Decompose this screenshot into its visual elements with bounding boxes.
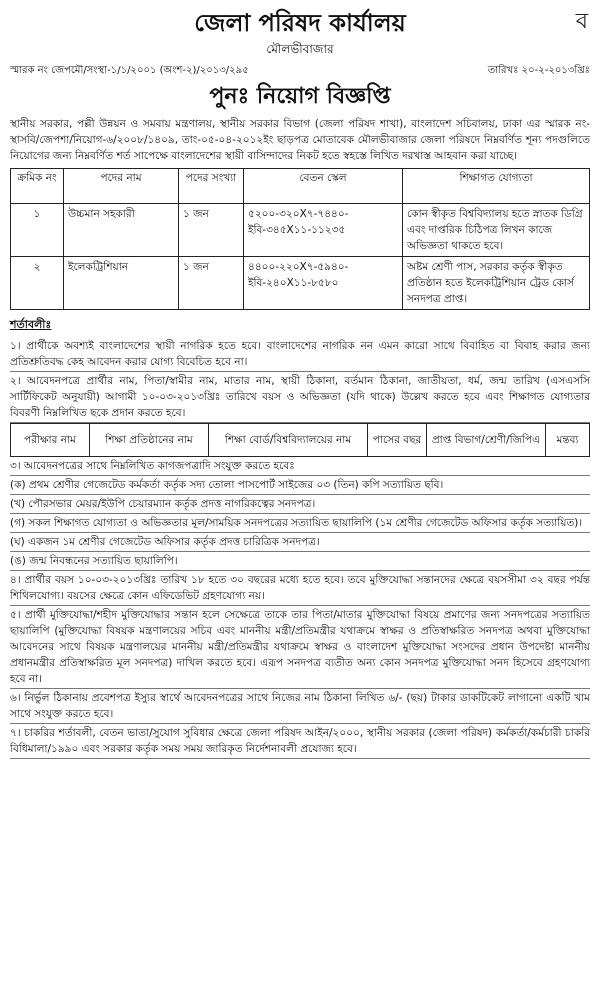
condition-item: ৭। চাকরির শর্তাবলী, বেতন ভাতা/সুযোগ সুবিধার ক্ষেত্রে জেলা পরিষদ আইন/২০০০, স্থানীয় সরকার (জেলা পরিষদ) কর্মকর্তা/কর্মচারী চাকরি বিধিমালা/১৯৯০ এবং সরকার কর্তৃক সময় সময় জারিকৃত নির্দেশনাবলী প্রযোজ্য হবে।	[10, 724, 590, 759]
condition-item: ৬। নির্ভুল ঠিকানায় প্রবেশপত্র ইস্যুর স্বার্থে আবেদনপত্রের সাথে নিজের নাম ঠিকানা লিখিত ৬/- (ছয়) টাকার ডাকটিকেট লাগানো একটি খাম সাথে সংযুক্ত করতে হবে।	[10, 689, 590, 724]
intro-paragraph: স্থানীয় সরকার, পল্লী উন্নয়ন ও সমবায় মন্ত্রণালয়, স্থানীয় সরকার বিভাগ (জেলা পরিষদ শাখা), বাংলাদেশ সচিবালয়, ঢাকা এর স্মারক নং-স্থাসবি/জেপশা/নিয়োগ-৬/২০০৮/১৪০৯, তাং-০৫-০৪-২০১২ইং ছাড়পত্র মোতাবেক মৌলভীবাজার জেলা পরিষদে নিম্নবর্ণিত শূন্য পদগুলিতে নিয়োগের জন্য নিম্নবর্ণিত শর্ত সাপেক্ষে বাংলাদেশের স্থায়ী বাসিন্দাদের নিকট হতে স্বহস্তে লিখিত দরখাস্ত আহবান করা যাচ্ছে।	[10, 118, 590, 162]
condition-item: ৩। আবেদনপত্রের সাথে নিম্নলিখিত কাগজপত্রাদি সংযুক্ত করতে হবেঃ	[10, 457, 590, 476]
edu-col-year: পাসের বছর	[368, 424, 427, 457]
condition-item: ১। প্রার্থীকে অবশ্যই বাংলাদেশের স্থায়ী নাগরিক হতে হবে। বাংলাদেশের নাগরিক নন এমন কারো সাথে বিবাহিত বা বিবাহ করার জন্য প্রতিশ্রুতিবদ্ধ কেহ আবেদন করার যোগ্য বিবেচিত হবে না।	[10, 337, 590, 372]
notice-headline: পুনঃ নিয়োগ বিজ্ঞপ্তি	[209, 84, 391, 109]
edu-col-exam: পরীক্ষার নাম	[11, 424, 90, 457]
edu-col-result: প্রাপ্ত বিভাগ/শ্রেণী/জিপিএ	[427, 424, 546, 457]
col-post: পদের নাম	[64, 169, 179, 204]
serial-cell: ১	[11, 204, 64, 257]
condition-item: ২। আবেদনপত্রে প্রার্থীর নাম, পিতা/স্বামীর নাম, মাতার নাম, স্থায়ী ঠিকানা, বর্তমান ঠিকানা, জাতীয়তা, ধর্ম, জন্ম তারিখ (এসএসসি সার্টিফিকেট অনুযায়ী) আগামী ১০-০৩-২০১৩খ্রিঃ তারিখে বয়স ও অভিজ্ঞতা (যদি থাকে) উল্লেখ করতে হবে এবং শিক্ষাগত যোগ্যতার বিবরণী নিম্নলিখিত ছকে প্রদান করতে হবে।	[10, 372, 590, 423]
count-cell: ১ জন	[179, 204, 244, 257]
condition-item: (গ) সকল শিক্ষাগত যোগ্যতা ও অভিজ্ঞতার মূল/সাময়িক সনদপত্রের সত্যায়িত ছায়ালিপি (১ম শ্রেণীর গেজেটেড অফিসার কর্তৃক সত্যায়িত)।	[10, 514, 590, 533]
conditions-title: শর্তাবলীঃ	[10, 318, 52, 331]
post-cell: উচ্চমান সহকারী	[64, 204, 179, 257]
scale-cell: ৪৪০০-২২০X৭-৫৯৪০-ইবি-২৪০X১১-৮৫৮০	[244, 257, 403, 310]
condition-item: (খ) পৌরসভার মেয়র/ইউপি চেয়ারম্যান কর্তৃক প্রদত্ত নাগরিকত্বের সনদপত্র।	[10, 495, 590, 514]
serial-cell: ২	[11, 257, 64, 310]
post-cell: ইলেকট্রিশিয়ান	[64, 257, 179, 310]
edu-col-remarks: মন্তব্য	[546, 424, 590, 457]
condition-item: (ঙ) জন্ম নিবন্ধনের সত্যায়িত ছায়ালিপি।	[10, 552, 590, 571]
jobs-table	[10, 168, 590, 310]
notice-date: তারিখঃ ২০-২-২০১৩খ্রিঃ	[487, 65, 590, 76]
col-count: পদের সংখ্যা	[179, 169, 244, 204]
count-cell: ১ জন	[179, 257, 244, 310]
col-qualification: শিক্ষাগত যোগ্যতা	[403, 169, 590, 204]
signature: ব	[575, 9, 588, 34]
district-name: মৌলভীবাজার	[266, 42, 334, 56]
condition-item: (ক) প্রথম শ্রেণীর গেজেটেড কর্মকর্তা কর্তৃক সদ্য তোলা পাসপোর্ট সাইজের ০৩ (তিন) কপি সত্যায়িত ছবি।	[10, 476, 590, 495]
col-serial: ক্রমিক নং	[11, 169, 64, 204]
scale-cell: ৫২০০-৩২০X৭-৭৪৪০-ইবি-৩৪৫X১১-১১২৩৫	[244, 204, 403, 257]
edu-col-institution: শিক্ষা প্রতিষ্ঠানের নাম	[90, 424, 209, 457]
edu-col-board: শিক্ষা বোর্ড/বিশ্ববিদ্যালয়ের নাম	[209, 424, 368, 457]
reference-row	[10, 60, 590, 78]
condition-item: ৫। প্রার্থী মুক্তিযোদ্ধা/শহীদ মুক্তিযোদ্ধার সন্তান হলে সেক্ষেত্রে তাকে তার পিতা/মাতার মুক্তিযোদ্ধা বিষয়ে প্রমাণের জন্য সনদপত্রের সত্যায়িত ছায়ালিপি (মুক্তিযোদ্ধা বিষয়ক মন্ত্রণালয়ের সচিব এবং মাননীয় মন্ত্রী/প্রতিমন্ত্রীর যথাক্রমে স্বাক্ষর ও প্রতিস্বাক্ষরিত সনদপত্র অথবা মুক্তিযোদ্ধা আবেদনের সাথে বিষয়ক মন্ত্রণালয়ের মাননীয় মন্ত্রী/প্রতিমন্ত্রীর যথাক্রমে স্বাক্ষর ও বাংলাদেশ মুক্তিযোদ্ধা সংসদের প্রধান উপদেষ্টা মাননীয় প্রধানমন্ত্রীর প্রতিস্বাক্ষরিত মূল সনদপত্র) দাখিল করতে হবে। এরূপ সনদপত্র ব্যতীত অন্য কোন সনদপত্র মুক্তিযোদ্ধা সনদ হিসেবে গ্রহণযোগ্য হবে না।	[10, 606, 590, 689]
table-row	[11, 257, 590, 310]
table-row	[11, 204, 590, 257]
education-header-row	[11, 424, 590, 457]
office-title: জেলা পরিষদ কার্যালয়	[194, 9, 406, 37]
education-table	[10, 423, 590, 457]
condition-item: (ঘ) একজন ১ম শ্রেণীর গেজেটেড অফিসার কর্তৃক প্রদত্ত চারিত্রিক সনদপত্র।	[10, 533, 590, 552]
col-scale: বেতন স্কেল	[244, 169, 403, 204]
memo-reference: স্মারক নং জেপমৌ/সংস্থা-১/১/২০০১ (অংশ-২)/২০১৩/২৯৫	[10, 65, 249, 76]
qualification-cell: কোন স্বীকৃত বিশ্ববিদ্যালয় হতে স্নাতক ডিগ্রি এবং দাপ্তরিক চিঠিপত্র লিখন কাজে অভিজ্ঞতা থাকতে হবে।	[403, 204, 590, 257]
condition-item: ৪। প্রার্থীর বয়স ১০-০৩-২০১৩খ্রিঃ তারিখ ১৮ হতে ৩০ বছরের মধ্যে হতে হবে। তবে মুক্তিযোদ্ধা সন্তানদের ক্ষেত্রে বয়সসীমা ৩২ বছর পর্যন্ত শিথিলযোগ্য। বয়সের ক্ষেত্রে কোন এফিডেভিট গ্রহণযোগ্য নয়।	[10, 571, 590, 606]
qualification-cell: অষ্টম শ্রেণী পাস, সরকার কর্তৃক স্বীকৃত প্রতিষ্ঠান হতে ইলেকট্রিশিয়ান ট্রেড কোর্স সনদপত্র প্রাপ্ত।	[403, 257, 590, 310]
jobs-header-row	[11, 169, 590, 204]
